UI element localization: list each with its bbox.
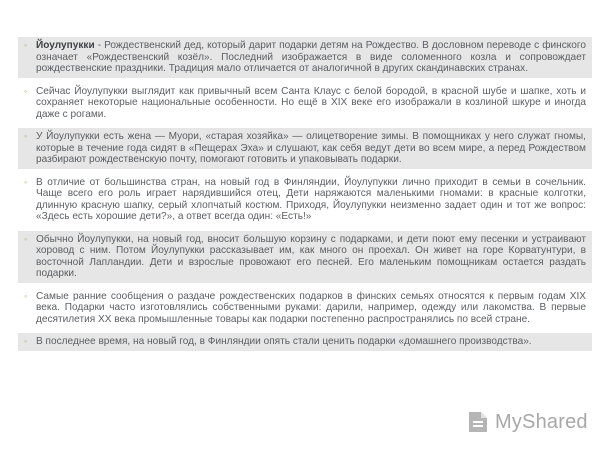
paragraph-text: Самые ранние сообщения о раздаче рождественских подарков в финских семьях относятся к первым годам XIX века. Подарки часто изготовлялись собственными руками: дарили, например, одежду или лакомства. В первые десятилетия XX века промышленные товары как подарки постепенно распространялись по всей стране. (36, 290, 586, 325)
paragraph-text: Сейчас Йоулупукки выглядит как привычный всем Санта Клаус с белой бородой, в красной шубе и шапке, хоть и сохраняет некоторые национальные особенности. Но ещё в XIX веке его изображали в козлиной шкуре и иногда даже с рогами. (36, 85, 586, 120)
paragraph-4 (18, 174, 592, 226)
bullet-icon: ◦ (24, 176, 28, 187)
paragraph-2 (18, 83, 592, 124)
paragraph-1 (18, 37, 592, 78)
paragraph-text: В отличие от большинства стран, на новый год в Финляндии, Йоулупукки лично приходит в семьи в сочельник. Чаще всего его роль играет нарядившийся отец, Дети наряжаются маленькими гномами: в красные колготки, длинную красную шапку, серый хлопчатый костюм. Приходя, Йоулупукки неизменно задает один и тот же вопрос: «Здесь есть хорошие дети?», а ответ всегда один: «Есть!» (36, 176, 586, 222)
paragraph-7 (18, 333, 592, 351)
paragraph-3 (18, 128, 592, 169)
paragraph-text: - Рождественский дед, который дарит подарки детям на Рождество. В дословном переводе с финского означает «Рождественский козёл». Последний изображается в виде соломенного козла и сопровождает рождественские праздники. Традиция мало отличается от аналогичной в других скандинавских странах. (36, 40, 586, 74)
paragraph-5 (18, 231, 592, 283)
myshared-watermark (466, 409, 588, 435)
bullet-icon: ◦ (24, 336, 28, 346)
myshared-logo-icon (466, 409, 490, 435)
bullet-icon: ◦ (24, 131, 28, 141)
paragraph-6 (18, 288, 592, 329)
bullet-icon: ◦ (24, 40, 28, 50)
bullet-icon: ◦ (24, 233, 28, 244)
bullet-icon: ◦ (24, 85, 28, 96)
bullet-list (18, 37, 592, 356)
bullet-icon: ◦ (24, 290, 28, 301)
paragraph-text: У Йоулупукки есть жена — Муори, «старая хозяйка» — олицетворение зимы. В помощниках у него служат гномы, которые в течение года сидят в «Пещерах Эха» и слушают, как себя ведут дети во всем мире, а перед Рождеством разбирают рождественскую почту, помогают готовить и упаковывать подарки. (36, 131, 586, 165)
paragraph-text: В последнее время, на новый год, в Финляндии опять стали ценить подарки «домашнего производства». (36, 336, 532, 347)
watermark-text: MyShared (495, 410, 588, 433)
paragraph-text: Обычно Йоулупукки, на новый год, вносит большую корзину с подарками, и дети поют ему песенки и устраивают хоровод с ним. Потом Йоулупукки рассказывает им, как много он проехал. Он живет на горе Корватунтури, в восточной Лапландии. Дети и взрослые провожают его песней. Его маленьким помощникам остается раздать подарки. (36, 233, 586, 279)
term-heading: Йоулупукки (36, 40, 95, 51)
